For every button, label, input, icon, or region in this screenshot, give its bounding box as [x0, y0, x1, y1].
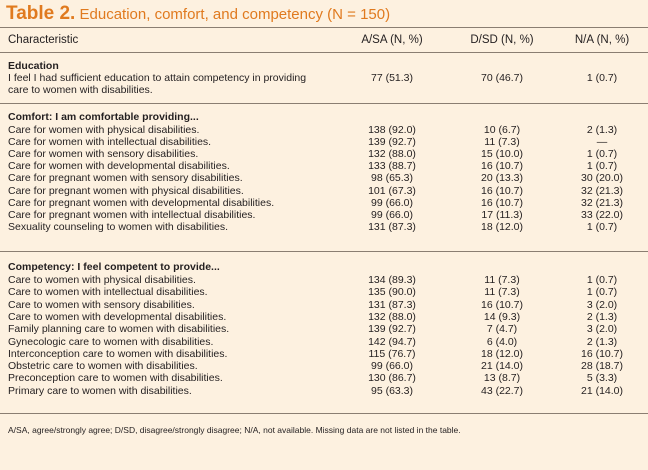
cell-na: 32 (21.3): [580, 196, 624, 209]
cell-na: 1 (0.7): [586, 274, 618, 286]
cell-agree: 77 (51.3): [370, 72, 414, 84]
cell-disagree: 16 (10.7): [480, 160, 524, 173]
cell-na: 2 (1.3): [586, 124, 618, 136]
cell-na: 2 (1.3): [586, 335, 618, 348]
cell-na: 32 (21.3): [580, 184, 624, 197]
cell-disagree: 20 (13.3): [480, 172, 524, 185]
cell-disagree: 15 (10.0): [480, 148, 524, 161]
cell-agree: 132 (88.0): [368, 148, 416, 161]
cell-agree: 135 (90.0): [368, 286, 416, 299]
cell-na: 21 (14.0): [580, 384, 624, 397]
section-competency: Competency: I feel competent to provide...: [8, 261, 220, 273]
cell-agree: 98 (65.3): [370, 172, 414, 185]
table-caption: Education, comfort, and competency (N = 150): [75, 6, 391, 23]
row-label: Primary care to women with disabilities.: [8, 384, 192, 397]
row-label: Care to women with physical disabilities.: [8, 274, 196, 286]
cell-disagree: 11 (7.3): [484, 286, 520, 299]
section-education: Education: [8, 60, 59, 72]
row-label: Care to women with developmental disabilities.: [8, 310, 227, 323]
cell-na: 33 (22.0): [580, 208, 624, 221]
header-disagree: D/SD (N, %): [470, 34, 534, 46]
cell-na: 1 (0.7): [586, 220, 618, 233]
divider-section: [0, 251, 648, 252]
cell-na: 1 (0.7): [586, 72, 618, 84]
cell-na: 1 (0.7): [586, 286, 618, 299]
cell-disagree: 17 (11.3): [481, 208, 523, 221]
row-label: Gynecologic care to women with disabilities.: [8, 335, 214, 348]
row-label: Family planning care to women with disabilities.: [8, 323, 230, 336]
header-characteristic: Characteristic: [8, 34, 79, 46]
row-label: Preconception care to women with disabilities.: [8, 372, 223, 385]
cell-na: 30 (20.0): [580, 172, 624, 185]
cell-disagree: 70 (46.7): [480, 72, 524, 84]
row-label: Care to women with intellectual disabilities.: [8, 286, 208, 299]
cell-na: 3 (2.0): [586, 323, 618, 336]
cell-agree: 139 (92.7): [368, 136, 416, 149]
cell-agree: 131 (87.3): [368, 220, 416, 233]
cell-disagree: 11 (7.3): [484, 136, 520, 149]
header-agree: A/SA (N, %): [361, 34, 423, 46]
cell-agree: 130 (86.7): [368, 372, 416, 385]
cell-na: 2 (1.3): [586, 310, 618, 323]
cell-disagree: 13 (8.7): [483, 372, 521, 385]
cell-agree: 131 (87.3): [368, 298, 416, 311]
row-label: Care for women with sensory disabilities.: [8, 148, 199, 161]
cell-na: 16 (10.7): [580, 347, 624, 360]
row-label: Care for women with developmental disabilities.: [8, 160, 230, 173]
cell-disagree: 6 (4.0): [486, 335, 518, 348]
table-footnote: A/SA, agree/strongly agree; D/SD, disagree/strongly disagree; N/A, not available. Missing data are not listed in the table.: [8, 425, 461, 435]
cell-disagree: 21 (14.0): [480, 360, 524, 373]
cell-na: 1 (0.7): [586, 148, 618, 161]
cell-disagree: 7 (4.7): [486, 323, 518, 336]
row-label: Interconception care to women with disabilities.: [8, 347, 228, 360]
cell-disagree: 43 (22.7): [480, 384, 524, 397]
cell-agree: 132 (88.0): [368, 310, 416, 323]
cell-agree: 133 (88.7): [368, 160, 416, 173]
divider-bottom: [0, 413, 648, 414]
section-comfort: Comfort: I am comfortable providing...: [8, 111, 199, 123]
cell-agree: 95 (63.3): [370, 384, 414, 397]
row-label-continued: care to women with disabilities.: [8, 84, 153, 96]
row-label: Sexuality counseling to women with disabilities.: [8, 220, 229, 233]
cell-na: 3 (2.0): [586, 298, 618, 311]
cell-agree: 99 (66.0): [370, 360, 414, 373]
row-label: Obstetric care to women with disabilities.: [8, 360, 198, 373]
cell-disagree: 18 (12.0): [480, 220, 524, 233]
header-na: N/A (N, %): [574, 34, 630, 46]
row-label: Care for pregnant women with physical disabilities.: [8, 184, 244, 197]
row-label: Care for women with intellectual disabilities.: [8, 136, 212, 149]
cell-agree: 134 (89.3): [368, 274, 416, 286]
row-label: Care for women with physical disabilities.: [8, 124, 200, 136]
cell-disagree: 16 (10.7): [480, 196, 524, 209]
cell-disagree: 16 (10.7): [480, 298, 524, 311]
cell-disagree: 16 (10.7): [480, 184, 524, 197]
row-label: I feel I had sufficient education to attain competency in providing: [8, 72, 307, 84]
cell-na: 28 (18.7): [580, 360, 624, 373]
cell-agree: 139 (92.7): [368, 323, 416, 336]
cell-agree: 99 (66.0): [370, 208, 414, 221]
cell-agree: 99 (66.0): [370, 196, 414, 209]
cell-na: 1 (0.7): [586, 160, 618, 173]
cell-agree: 142 (94.7): [368, 335, 416, 348]
row-label: Care to women with sensory disabilities.: [8, 298, 195, 311]
divider-header: [0, 52, 648, 53]
row-label: Care for pregnant women with sensory disabilities.: [8, 172, 243, 185]
row-label: Care for pregnant women with intellectual disabilities.: [8, 208, 256, 221]
cell-agree: 101 (67.3): [368, 184, 416, 197]
cell-na: —: [596, 136, 608, 149]
row-label: Care for pregnant women with developmental disabilities.: [8, 196, 275, 209]
table-number: Table 2.: [6, 3, 76, 24]
table-title: [6, 1, 390, 27]
cell-disagree: 14 (9.3): [483, 310, 521, 323]
cell-disagree: 10 (6.7): [483, 124, 521, 136]
cell-agree: 138 (92.0): [368, 124, 416, 136]
divider-section: [0, 103, 648, 104]
cell-agree: 115 (76.7): [368, 347, 416, 360]
cell-na: 5 (3.3): [586, 372, 618, 385]
cell-disagree: 11 (7.3): [484, 274, 520, 286]
cell-disagree: 18 (12.0): [480, 347, 524, 360]
